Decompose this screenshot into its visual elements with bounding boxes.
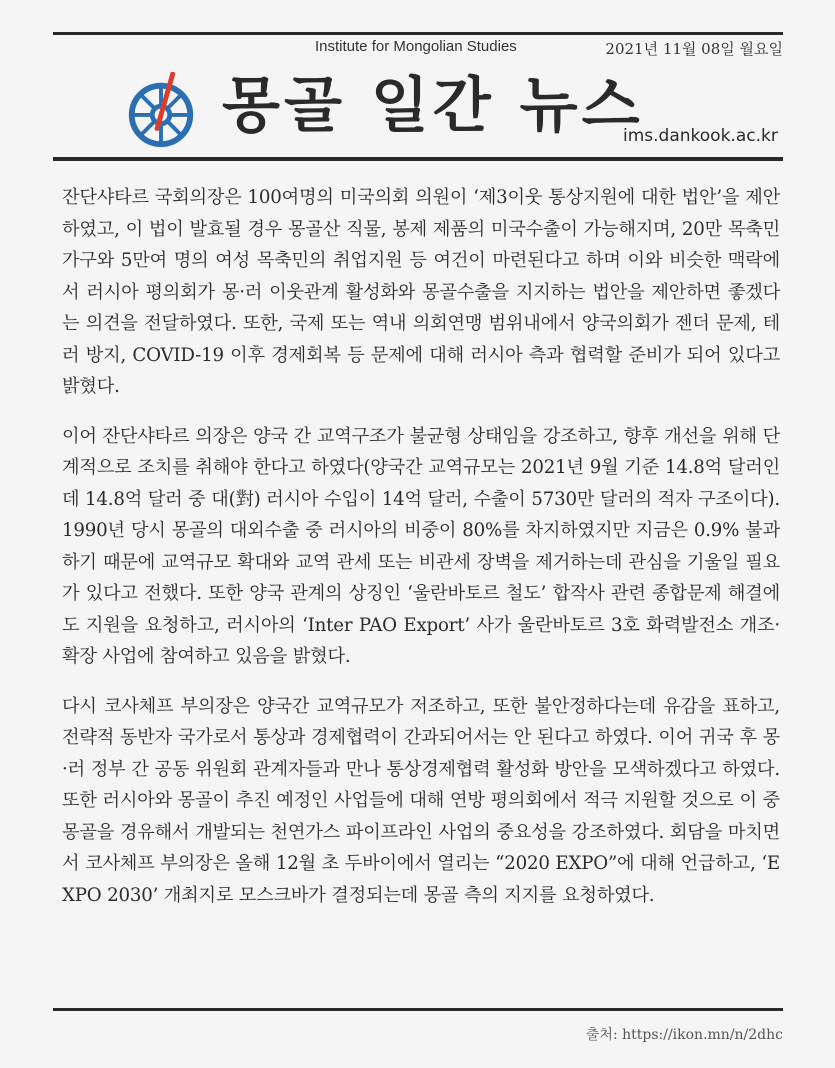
masthead-rule [53, 157, 783, 161]
bottom-rule [53, 1008, 783, 1011]
article-paragraph: 이어 잔단샤타르 의장은 양국 간 교역구조가 불균형 상태임을 강조하고, 향후 개선을 위해 단계적으로 조치를 취해야 한다고 하였다(양국간 교역규모는 2021년 9월 기준 14.8억 달러인데 14.8억 달러 중 대(對) 러시아 수입이 14억 달러, 수출이 5730만 달러의 적자 구조이다). 1990년 당시 몽골의 대외수출 중 러시아의 비중이 80%를 차지하였지만 지금은 0.9% 불과하기 때문에 교역규모 확대와 교역 관세 또는 비관세 장벽을 제거하는데 관심을 기울일 필요가 있다고 전했다. 또한 양국 관계의 상징인 ‘울란바토르 철도’ 합작사 관련 종합문제 해결에도 지원을 요청하고, 러시아의 ‘Inter PAO Export’ 사가 울란바토르 3호 화력발전소 개조·확장 사업에 참여하고 있음을 밝혔다. [62, 425, 780, 667]
header-meta [53, 38, 783, 60]
article-body [62, 182, 780, 929]
issue-date: 2021년 11월 08일 월요일 [605, 40, 783, 58]
top-rule [53, 32, 783, 35]
article-paragraph: 다시 코사체프 부의장은 양국간 교역규모가 저조하고, 또한 불안정하다는데 유감을 표하고, 전략적 동반자 국가로서 통상과 경제협력이 간과되어서는 안 된다고 하였다. 이어 귀국 후 몽·러 정부 간 공동 위원회 관계자들과 만나 통상경제협력 활성화 방안을 모색하겠다고 하였다. 또한 러시아와 몽골이 추진 예정인 사업들에 대해 연방 평의회에서 적극 지원할 것으로 이 중 몽골을 경유해서 개발되는 천연가스 파이프라인 사업의 중요성을 강조하였다. 회담을 마치면서 코사체프 부의장은 올해 12월 초 두바이에서 열리는 “2020 EXPO”에 대해 언급하고, ‘EXPO 2030’ 개최지로 모스크바가 결정되는데 몽골 측의 지지를 요청하였다. [62, 695, 780, 906]
dharma-wheel-icon [122, 72, 200, 150]
source-link[interactable]: 출처: https://ikon.mn/n/2dhc [585, 1027, 783, 1043]
institute-name: Institute for Mongolian Studies [315, 38, 517, 55]
article-paragraph: 잔단샤타르 국회의장은 100여명의 미국의회 의원이 ‘제3이웃 통상지원에 대한 법안’을 제안하였고, 이 법이 발효될 경우 몽골산 직물, 봉제 제품의 미국수출이 가능해지며, 20만 목축민 가구와 5만여 명의 여성 목축민의 취업지원 등 여건이 마련된다고 하며 이와 비슷한 맥락에서 러시아 평의회가 몽·러 이웃관계 활성화와 몽골수출을 지지하는 법안을 제안하면 좋겠다는 의견을 전달하였다. 또한, 국제 또는 역내 의회연맹 범위내에서 양국의회가 젠더 문제, 테러 방지, COVID-19 이후 경제회복 등 문제에 대해 러시아 측과 협력할 준비가 되어 있다고 밝혔다. [62, 187, 780, 397]
site-url: ims.dankook.ac.kr [623, 126, 778, 146]
masthead-title: 몽골 일간 뉴스 [222, 71, 644, 141]
